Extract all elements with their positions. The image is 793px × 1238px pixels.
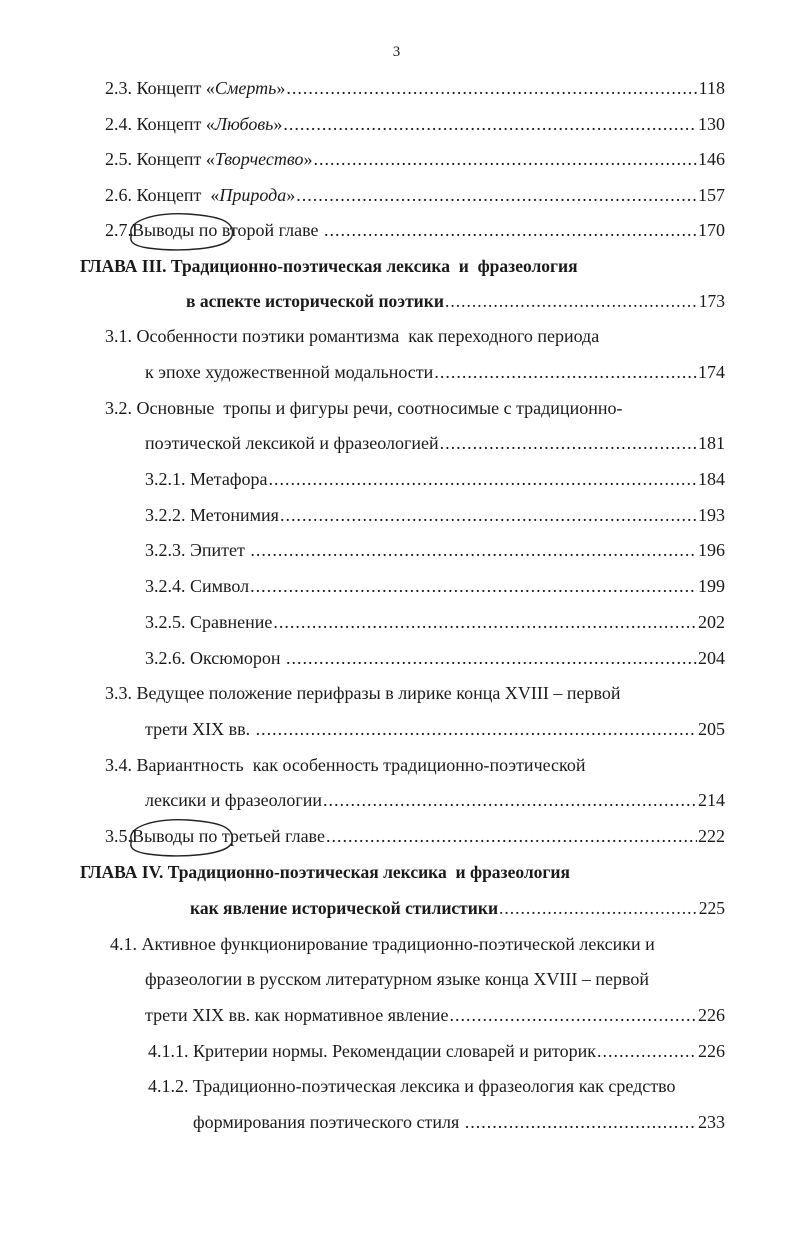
- toc-page-number: 130: [698, 114, 725, 134]
- toc-text: лексики и фразеологии: [145, 790, 323, 810]
- toc-line-4-1-cont-2: [145, 1002, 725, 1028]
- dot-leader: [286, 75, 697, 101]
- toc-line-3-1-cont: [145, 359, 725, 385]
- toc-text: к эпохе художественной модальности: [145, 362, 434, 382]
- toc-text: 3.2. Основные тропы и фигуры речи, соотносимые с традиционно-: [105, 398, 623, 418]
- toc-line-2-4: [105, 111, 725, 137]
- dot-leader: [326, 823, 697, 849]
- toc-line-3-2-2: [145, 502, 725, 528]
- toc-line-3-5: [105, 823, 725, 849]
- toc-page-number: 225: [698, 898, 725, 918]
- toc-page-number: 146: [698, 149, 725, 169]
- toc-text: »: [276, 78, 286, 98]
- dot-leader: [450, 1002, 697, 1028]
- toc-line-2-7: [105, 217, 725, 243]
- toc-page-number: 193: [698, 505, 725, 525]
- dot-leader: [499, 895, 698, 921]
- toc-line-4-1-1: [148, 1038, 725, 1064]
- toc-text: 2.7.Выводы по второй главе: [105, 220, 323, 240]
- dot-leader: [440, 430, 697, 456]
- toc-chapter-4-subtitle: [190, 895, 725, 921]
- toc-line-3-2-3: [145, 537, 725, 563]
- toc-line-3-4-cont: [145, 787, 725, 813]
- toc-line-4-1-2: [148, 1073, 728, 1099]
- dot-leader: [280, 502, 697, 528]
- toc-line-3-2-5: [145, 609, 725, 635]
- toc-text: 3.5.Выводы по третьей главе: [105, 826, 325, 846]
- toc-line-4-1-2-cont: [193, 1109, 725, 1135]
- dot-leader: [273, 609, 697, 635]
- dot-leader: [268, 466, 697, 492]
- dot-leader: [283, 111, 697, 137]
- toc-text-italic: Творчество: [214, 149, 304, 169]
- toc-page-number: 204: [698, 648, 725, 668]
- toc-text: 2.6. Концепт «: [105, 185, 220, 205]
- toc-text: 4.1.2. Традиционно-поэтическая лексика и фразеология как средство: [148, 1076, 676, 1096]
- toc-line-2-5: [105, 146, 725, 172]
- page-number: 3: [392, 44, 401, 60]
- toc-text: »: [286, 185, 296, 205]
- toc-text: трети XIX вв.: [145, 719, 255, 739]
- toc-line-3-2-6: [145, 645, 725, 671]
- toc-line-3-2-1: [145, 466, 725, 492]
- toc-text: 2.5. Концепт «: [105, 149, 215, 169]
- toc-line-3-1: [105, 323, 725, 349]
- toc-text: ГЛАВА III. Традиционно-поэтическая лексика и фразеология: [80, 256, 578, 276]
- toc-page-number: 170: [698, 220, 725, 240]
- toc-text: 3.2.1. Метафора: [145, 469, 268, 489]
- toc-page-number: 118: [698, 78, 725, 98]
- toc-page-number: 181: [698, 433, 725, 453]
- toc-text-italic: Природа: [219, 185, 287, 205]
- dot-leader: [465, 1109, 697, 1135]
- toc-chapter-4-title: [80, 859, 720, 885]
- toc-text: 3.2.5. Сравнение: [145, 612, 273, 632]
- dot-leader: [597, 1038, 697, 1064]
- dot-leader: [250, 537, 697, 563]
- toc-line-2-6: [105, 182, 725, 208]
- toc-page-number: 157: [698, 185, 725, 205]
- toc-text: 3.3. Ведущее положение перифразы в лирике конца XVIII – первой: [105, 683, 621, 703]
- toc-line-3-3: [105, 680, 725, 706]
- toc-chapter-3-title: [80, 253, 720, 279]
- toc-line-4-1: [110, 931, 730, 957]
- dot-leader: [250, 573, 697, 599]
- toc-text: 4.1. Активное функционирование традиционно-поэтической лексики и: [110, 934, 655, 954]
- toc-text: »: [303, 149, 313, 169]
- toc-line-3-3-cont: [145, 716, 725, 742]
- toc-page-number: 173: [698, 291, 725, 311]
- toc-text: 3.2.3. Эпитет: [145, 540, 250, 560]
- toc-page-number: 205: [698, 719, 725, 739]
- toc-text: как явление исторической стилистики: [190, 898, 499, 918]
- toc-text: 3.1. Особенности поэтики романтизма как переходного периода: [105, 326, 600, 346]
- toc-text: 3.2.6. Оксюморон: [145, 648, 286, 668]
- toc-text: в аспекте исторической поэтики: [186, 291, 444, 311]
- toc-text: формирования поэтического стиля: [193, 1112, 464, 1132]
- toc-text: 3.4. Вариантность как особенность традиционно-поэтической: [105, 755, 586, 775]
- toc-page-number: 214: [698, 790, 725, 810]
- toc-text: 3.2.4. Символ: [145, 576, 250, 596]
- toc-text: 4.1.1. Критерии нормы. Рекомендации словарей и риторик: [148, 1041, 597, 1061]
- toc-text: фразеологии в русском литературном языке конца XVIII – первой: [145, 969, 650, 989]
- toc-text: »: [273, 114, 283, 134]
- toc-text: поэтической лексикой и фразеологией: [145, 433, 439, 453]
- toc-text-italic: Смерть: [214, 78, 277, 98]
- toc-text: 2.4. Концепт «: [105, 114, 215, 134]
- toc-text: 3.2.2. Метонимия: [145, 505, 279, 525]
- toc-text-italic: Любовь: [214, 114, 274, 134]
- toc-text: 2.3. Концепт «: [105, 78, 215, 98]
- toc-text: трети XIX вв. как нормативное явление: [145, 1005, 449, 1025]
- dot-leader: [296, 182, 697, 208]
- toc-line-4-1-cont-1: [145, 966, 725, 992]
- toc-page-number: 196: [698, 540, 725, 560]
- dot-leader: [286, 645, 697, 671]
- dot-leader: [445, 288, 698, 314]
- toc-page-number: 174: [698, 362, 725, 382]
- toc-line-3-2: [105, 395, 725, 421]
- toc-page-number: 226: [698, 1041, 725, 1061]
- dot-leader: [313, 146, 697, 172]
- toc-line-3-2-4: [145, 573, 725, 599]
- dot-leader: [256, 716, 697, 742]
- dot-leader: [324, 217, 697, 243]
- dot-leader: [323, 787, 697, 813]
- toc-page-number: 226: [698, 1005, 725, 1025]
- toc-page-number: 199: [698, 576, 725, 596]
- toc-page-number: 222: [698, 826, 725, 846]
- toc-page-number: 202: [698, 612, 725, 632]
- toc-page-number: 233: [698, 1112, 725, 1132]
- toc-chapter-3-subtitle: [186, 288, 725, 314]
- toc-line-3-4: [105, 752, 725, 778]
- toc-page-number: 184: [698, 469, 725, 489]
- dot-leader: [434, 359, 697, 385]
- toc-text: ГЛАВА IV. Традиционно-поэтическая лексика и фразеология: [80, 862, 570, 882]
- toc-line-2-3: [105, 75, 725, 101]
- toc-line-3-2-cont: [145, 430, 725, 456]
